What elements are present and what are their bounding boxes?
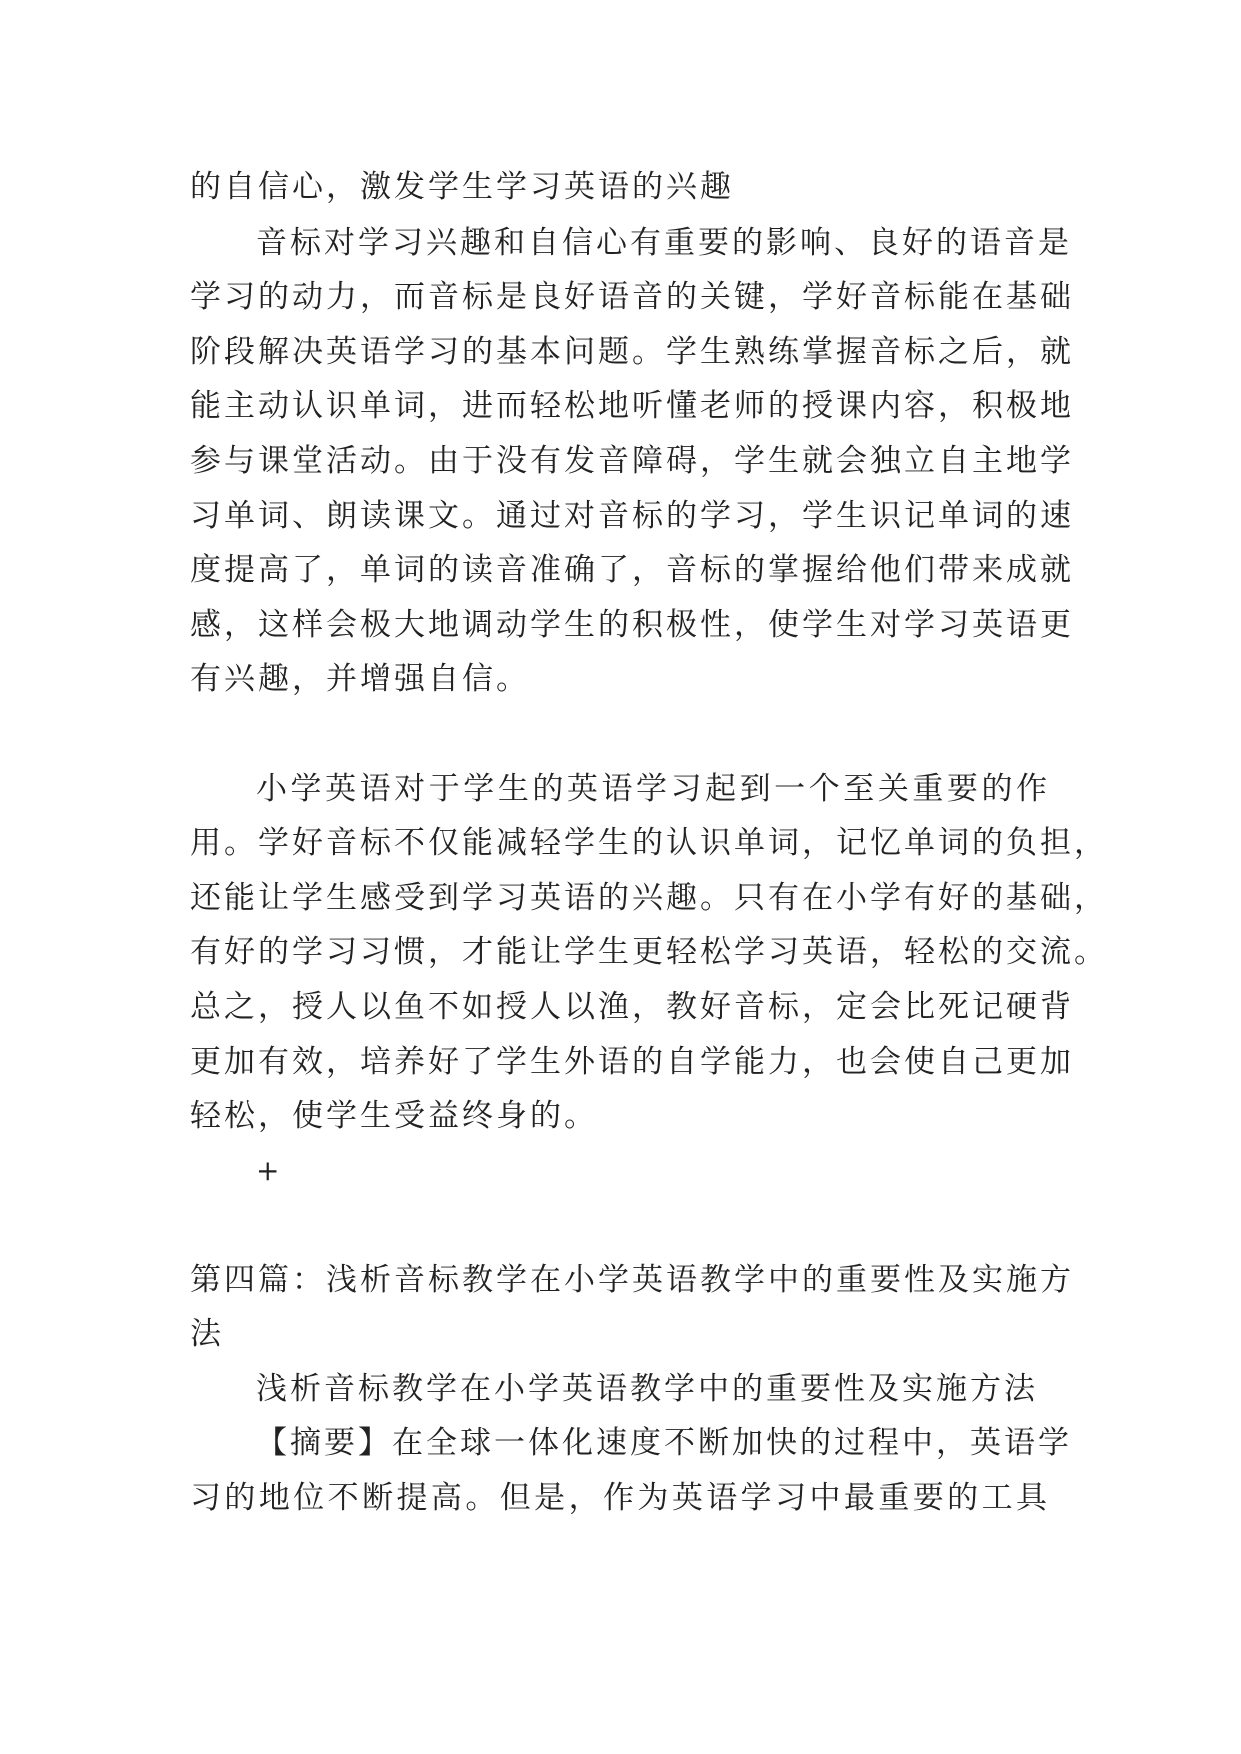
text-line: 音标对学习兴趣和自信心有重要的影响、良好的语音是 xyxy=(256,225,1072,261)
plus-mark: + xyxy=(256,1154,280,1187)
text-line: 学习的动力，而音标是良好语音的关键，学好音标能在基础 xyxy=(190,279,1074,315)
section-heading-cont: 法 xyxy=(190,1316,224,1352)
text-line: 小学英语对于学生的英语学习起到一个至关重要的作 xyxy=(256,771,1050,807)
text-line: 有兴趣，并增强自信。 xyxy=(190,661,530,697)
text-line: 习单词、朗读课文。通过对音标的学习，学生识记单词的速 xyxy=(190,498,1074,534)
text-line: 还能让学生感受到学习英语的兴趣。只有在小学有好的基础， xyxy=(190,880,1108,916)
text-line: 更加有效，培养好了学生外语的自学能力，也会使自己更加 xyxy=(190,1044,1074,1080)
text-line: 用。学好音标不仅能减轻学生的认识单词，记忆单词的负担， xyxy=(190,825,1108,861)
text-line: 感，这样会极大地调动学生的积极性，使学生对学习英语更 xyxy=(190,607,1074,643)
abstract-line: 【摘要】在全球一体化速度不断加快的过程中，英语学 xyxy=(256,1425,1072,1461)
section-heading: 第四篇：浅析音标教学在小学英语教学中的重要性及实施方 xyxy=(190,1262,1074,1298)
article-title: 浅析音标教学在小学英语教学中的重要性及实施方法 xyxy=(256,1371,1038,1407)
text-line: 轻松，使学生受益终身的。 xyxy=(190,1098,598,1134)
abstract-line: 习的地位不断提高。但是，作为英语学习中最重要的工具 xyxy=(190,1480,1050,1516)
text-line: 有好的学习习惯，才能让学生更轻松学习英语，轻松的交流。 xyxy=(190,934,1108,970)
text-line: 能主动认识单词，进而轻松地听懂老师的授课内容，积极地 xyxy=(190,388,1074,424)
text-line: 阶段解决英语学习的基本问题。学生熟练掌握音标之后，就 xyxy=(190,334,1074,370)
text-line: 参与课堂活动。由于没有发音障碍，学生就会独立自主地学 xyxy=(190,443,1074,479)
text-line: 的自信心，激发学生学习英语的兴趣 xyxy=(190,169,734,205)
text-line: 度提高了，单词的读音准确了，音标的掌握给他们带来成就 xyxy=(190,552,1074,588)
text-line: 总之，授人以鱼不如授人以渔，教好音标，定会比死记硬背 xyxy=(190,989,1074,1025)
